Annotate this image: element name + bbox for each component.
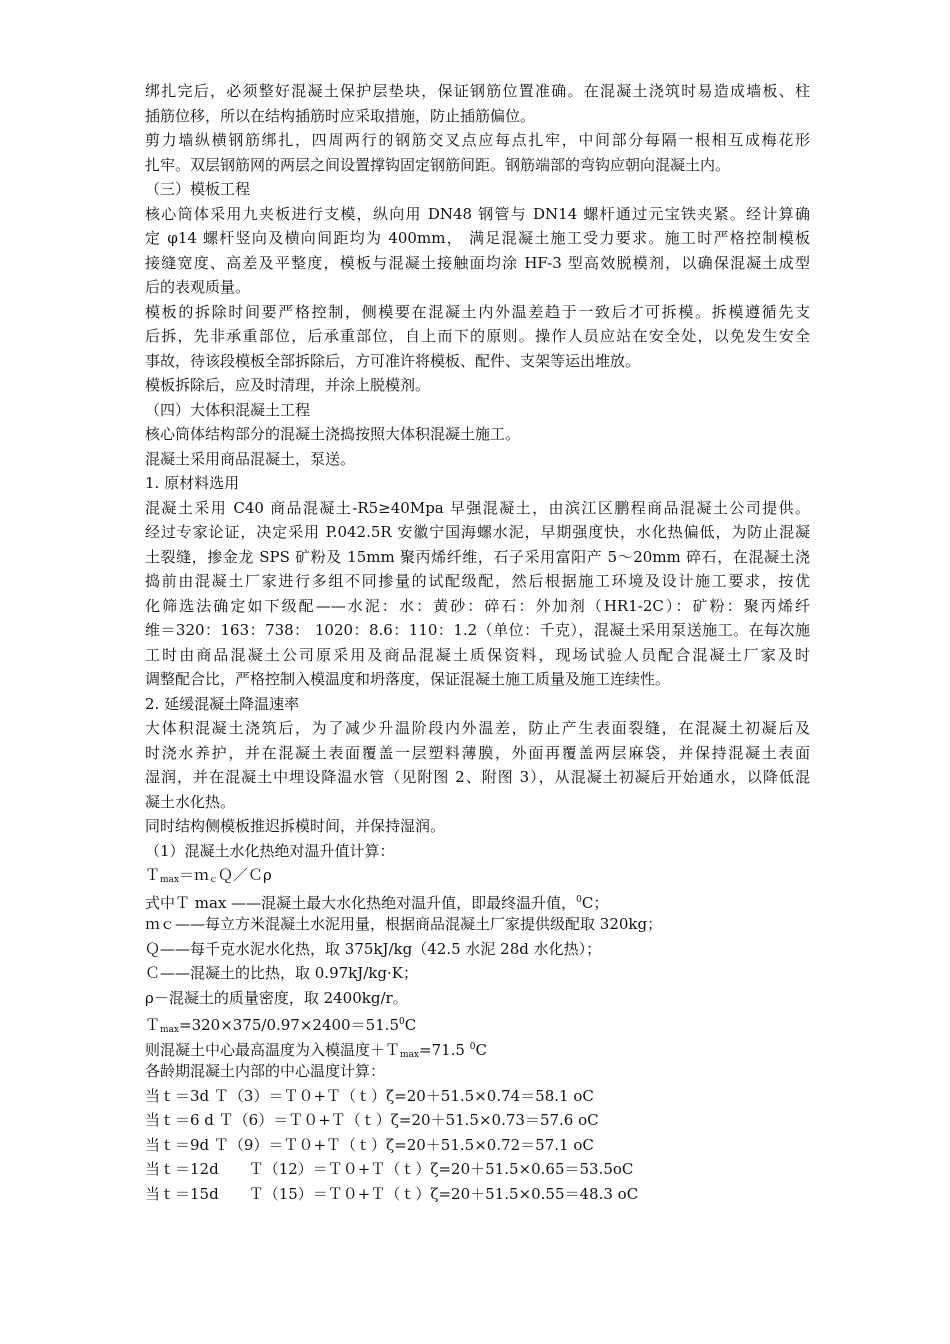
document-page	[145, 79, 810, 1206]
text-line: 同时结构侧模板推迟拆模时间，并保持湿润。	[145, 817, 446, 835]
text-line: 混凝土采用商品混凝土，泵送。	[145, 449, 356, 468]
text-line: 时浇水养护，并在混凝土表面覆盖一层塑料薄膜，外面再覆盖两层麻袋，并保持混凝土表面	[145, 743, 810, 762]
calculation-line: 当ｔ＝9d Ｔ（9）＝Ｔ０+Ｔ（ｔ）ζ=20＋51.5×0.72＝57.1 oC	[145, 1135, 594, 1154]
text-line: 工时由商品混凝土公司原采用及商品混凝土质保资料，现场试验人员配合混凝土厂家及时	[145, 645, 810, 664]
calculation-line: 当ｔ＝15d Ｔ（15）＝Ｔ０+Ｔ（ｔ）ζ=20＋51.5×0.55＝48.3 oC	[145, 1184, 639, 1203]
text-line: 调整配合比，严格控制入模温度和坍落度，保证混凝土施工质量及施工连续性。	[145, 670, 671, 688]
formula-center-temperature: 则混凝土中心最高温度为入模温度＋Ｔ$_{max}$=71.5 $^0$C	[145, 1040, 487, 1059]
text-line: 土裂缝，掺金龙 SPS 矿粉及 15mm 聚丙烯纤维，石子采用富阳产 5～20mm 碎石，在混凝土浇	[145, 547, 810, 566]
definition-line: ρ－混凝土的质量密度，取 2400kg/r。	[145, 988, 408, 1007]
text-line: （1）混凝土水化热绝对温升值计算：	[145, 841, 395, 860]
calculation-line: 各龄期混凝土内部的中心温度计算：	[145, 1062, 386, 1080]
paragraph-block-main	[145, 79, 810, 863]
text-line: 混凝土采用 C40 商品混凝土-R5≥40Mpa 早强混凝土，由滨江区鹏程商品混凝土公司提供。	[145, 498, 810, 517]
text-line: 后拆，先非承重部位，后承重部位，自上而下的原则。操作人员应站在安全处，以免发生安全	[145, 327, 810, 345]
calculation-line: 当ｔ＝3d Ｔ（3）＝Ｔ０+Ｔ（ｔ）ζ=20＋51.5×0.74＝58.1 oC	[145, 1086, 594, 1105]
text-line: 模板拆除后，应及时清理，并涂上脱模剂。	[145, 376, 431, 394]
calculation-line: 当ｔ＝6 d Ｔ（6）＝Ｔ０+Ｔ（ｔ）ζ=20＋51.5×0.73＝57.6 oC	[145, 1111, 599, 1129]
formula-tmax-value: $T_{max}=320\times 375/0.97\times 2400=51.5^0C$	[145, 1016, 417, 1035]
text-line: 绑扎完后，必须整好混凝土保护层垫块，保证钢筋位置准确。在混凝土浇筑时易造成墙板、柱	[145, 82, 810, 100]
text-line: 事故，待该段模板全部拆除后，方可准许将模板、配件、支架等运出堆放。	[145, 351, 641, 370]
text-line: 捣前由混凝土厂家进行多组不同掺量的试配级配，然后根据施工环境及设计施工要求，按优	[145, 572, 810, 590]
definition-line: ｍｃ——每立方米混凝土水泥用量，根据商品混凝土厂家提供级配取 320kg；	[145, 915, 663, 933]
text-line: 湿润，并在混凝土中埋设降温水管（见附图 2、附图 3），从混凝土初凝后开始通水，以降低混	[145, 768, 810, 786]
definition-line: Ｑ——每千克水泥水化热，取 375kJ/kg（42.5 水泥 28d 水化热）；	[145, 939, 602, 958]
text-line: 接缝宽度、高差及平整度，模板与混凝土接触面均涂 HF-3 型高效脱模剂，以确保混凝土成型	[145, 253, 810, 272]
text-line: 核心筒体结构部分的混凝土浇捣按照大体积混凝土施工。	[145, 425, 521, 443]
text-line: 大体积混凝土浇筑后，为了减少升温阶段内外温差，防止产生表面裂缝，在混凝土初凝后及	[145, 719, 810, 737]
text-line: 模板的拆除时间要严格控制，侧模要在混凝土内外温差趋于一致后才可拆模。拆模遵循先支	[145, 302, 810, 321]
text-line: 核心筒体采用九夹板进行支模，纵向用 DN48 钢管与 DN14 螺杆通过元宝铁夹紧。经计算确	[145, 204, 810, 223]
text-line: 后的表观质量。	[145, 278, 251, 296]
text-line: 维＝320：163：738： 1020：8.6：110：1.2（单位：千克），混凝土采用泵送施工。在每次施	[145, 621, 810, 639]
text-line: 经过专家论证，决定采用 P.042.5R 安徽宁国海螺水泥，早期强度快，水化热偏低，为防止混凝	[145, 523, 810, 541]
formula-tmax: Ｔ$_{max}$＝ｍ$_c$Ｑ／Ｃρ	[145, 866, 272, 885]
definition-line: Ｃ——混凝土的比热，取 0.97kJ/kg·K；	[145, 964, 418, 982]
definition-list	[145, 912, 810, 1010]
age-temperature-list	[145, 1059, 810, 1206]
calculation-line: 当ｔ＝12d Ｔ（12）＝Ｔ０+Ｔ（ｔ）ζ=20＋51.5×0.65＝53.5oC	[145, 1160, 634, 1178]
text-line: 1. 原材料选用	[145, 474, 240, 492]
text-line: （四）大体积混凝土工程	[145, 400, 311, 419]
definition-tmax: 式中Ｔ max ——混凝土最大水化热绝对温升值，即最终温升值，$^0$C；	[145, 893, 609, 912]
text-line: 剪力墙纵横钢筋绑扎，四周两行的钢筋交叉点应每点扎牢，中间部分每隔一根相互成梅花形	[145, 131, 810, 149]
text-line: 化筛选法确定如下级配——水泥：水：黄砂：碎石：外加剂（HR1-2C）：矿粉：聚丙烯纤	[145, 596, 810, 615]
text-line: 凝土水化热。	[145, 792, 236, 811]
text-line: 扎牢。双层钢筋网的两层之间设置撑钩固定钢筋间距。钢筋端部的弯钩应朝向混凝土内。	[145, 155, 731, 174]
text-line: 插筋位移，所以在结构插筋时应采取措施，防止插筋偏位。	[145, 106, 536, 125]
text-line: 定 φ14 螺杆竖向及横向间距均为 400mm， 满足混凝土施工受力要求。施工时严格控制模板	[145, 229, 810, 247]
text-line: 2. 延缓混凝土降温速率	[145, 694, 300, 713]
text-line: （三）模板工程	[145, 180, 251, 198]
